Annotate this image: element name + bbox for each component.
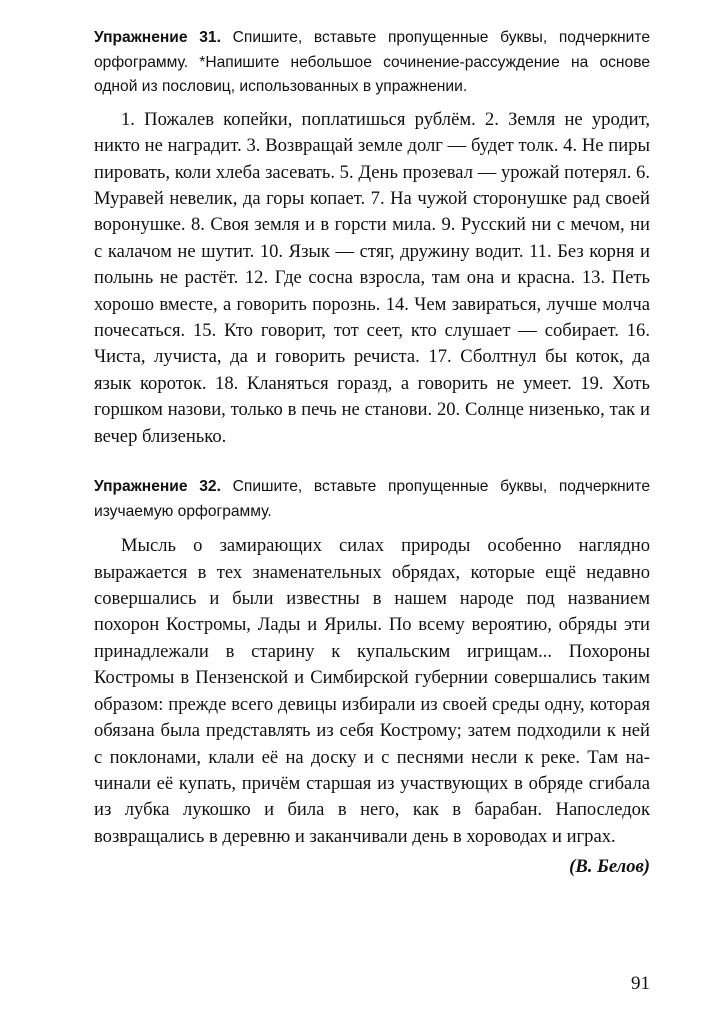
exercise-31-title: Упражнение 31.: [94, 29, 221, 46]
exercise-32-task: [94, 475, 650, 524]
exercise-32-paragraph: Мысль о замирающих силах природы особенно наглядно выражается в тех знаменательных обрядах, которые ещё недавно совершались и были известны в нашем народе под названием похорон Костромы, Лады и Ярилы. По всему вероятию, обряды эти принадлежали в старину к купальским игрищам... Похороны Костромы в Пензенской и Симбирской губернии совершались таким образом: прежде всего девицы избирали из своей среды одну, которая обязана была представлять из себя Кострому; затем подходили к ней с поклонами, клали её на доску и с песнями несли к реке. Там начинали её купать, причём старшая из участвующих в обряде сгибала из лубка лукошко и била в него, как в барабан. Напоследок возвращались в деревню и заканчивали день в хороводах и играх.: [94, 535, 650, 847]
exercise-31-proverbs: 1. Пожалев копейки, поплатишься рублём. 2. Земля не уродит, никто не наградит. 3. Возвращай земле долг — будет толк. 4. Не пиры пировать, коли хлеба засевать. 5. День прозевал — урожай потерял. 6. Муравей невелик, да горы копает. 7. На чужой сторонушке рад своей воронушке. 8. Своя земля и в горсти мила. 9. Русский ни с мечом, ни с калачом не шутит. 10. Язык — стяг, дружину водит. 11. Без корня и полынь не растёт. 12. Где сосна взросла, там она и красна. 13. Петь хорошо вместе, а говорить порознь. 14. Чем завираться, лучше молча почесаться. 15. Кто говорит, тот сеет, кто слушает — собирает. 16. Чиста, лучиста, да и говорить речиста. 17. Сболтнул бы коток, да язык короток. 18. Кланяться горазд, а говорить не умеет. 19. Хоть горшком назови, только в печь не станови. 20. Солнце низенько, так и вечер близенько.: [94, 108, 650, 447]
exercise-31-text: [94, 107, 650, 450]
page-number: 91: [631, 973, 650, 994]
exercise-31-instructions: Спишите, вставьте пропущенные буквы, подчеркните орфограмму. *Напишите небольшое сочинение-рассуждение на основе одной из пословиц, использованных в упражнении.: [94, 29, 650, 96]
exercise-32-title: Упражнение 32.: [94, 478, 221, 496]
exercise-32-author: (В. Белов): [569, 856, 650, 878]
page-content: [94, 26, 650, 880]
exercise-32-text: [94, 533, 650, 850]
exercise-32-instructions: Спишите, вставьте пропущенные буквы, подчеркните изучаемую орфограмму.: [94, 478, 650, 520]
exercise-31-task: [94, 26, 650, 100]
